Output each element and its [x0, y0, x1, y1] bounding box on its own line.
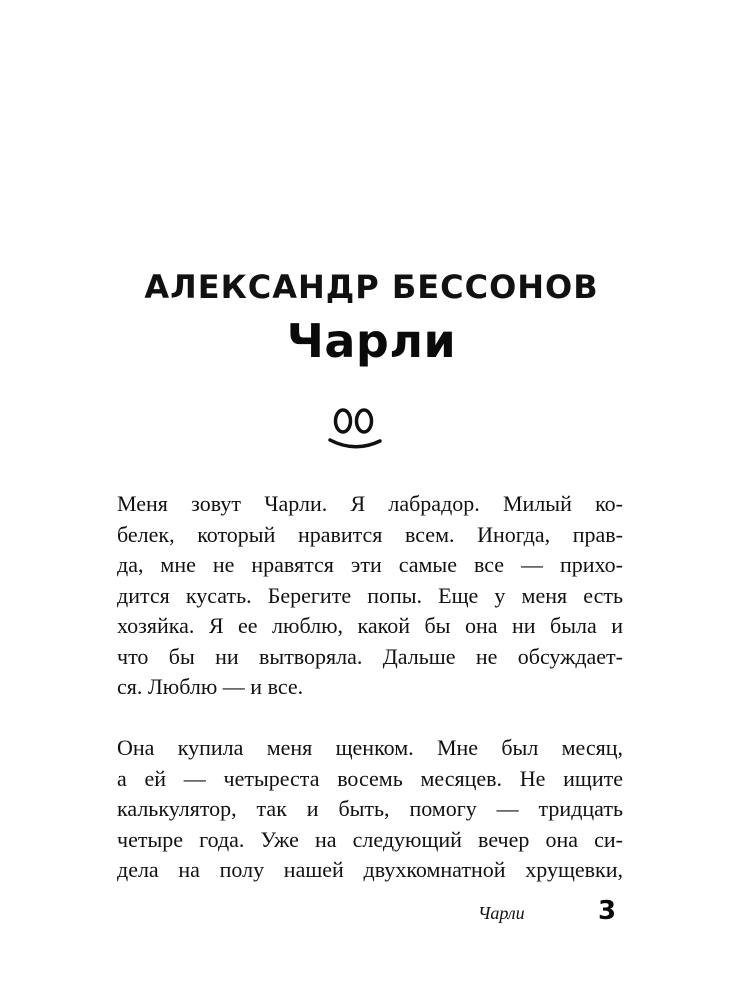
author-name: АЛЕКСАНДР БЕССОНОВ [144, 268, 599, 306]
text-line: Она купила меня щенком. Мне был месяц, [117, 735, 623, 760]
text-line: что бы ни вытворяла. Дальше не обсуждает- [117, 643, 623, 669]
text-line: ся. Люблю — и все. [117, 674, 304, 699]
smiley-face-icon [326, 402, 384, 458]
text-line: дела на полу нашей двухкомнатной хрущевки, [117, 857, 623, 882]
text-line: четыре года. Уже на следующий вечер она си- [117, 826, 623, 852]
text-line: дится кусать. Берегите попы. Еще у меня есть [117, 582, 623, 608]
paragraph-1 [117, 489, 623, 703]
text-line: Меня зовут Чарли. Я лабрадор. Милый ко- [117, 491, 623, 516]
page-number: 3 [598, 896, 617, 926]
text-line: калькулятор, так и быть, помогу — тридцать [117, 796, 623, 821]
text-line: белек, который нравится всем. Иногда, прав- [117, 521, 623, 547]
text-line: да, мне не нравятся эти самые все — прихо- [117, 552, 623, 577]
running-title: Чарли [478, 903, 525, 923]
text-line: хозяйка. Я ее люблю, какой бы она ни была и [117, 613, 623, 638]
text-line: а ей — четыреста восемь месяцев. Не ищите [117, 765, 623, 791]
paragraph-2 [117, 733, 623, 886]
book-title: Чарли [286, 314, 457, 368]
